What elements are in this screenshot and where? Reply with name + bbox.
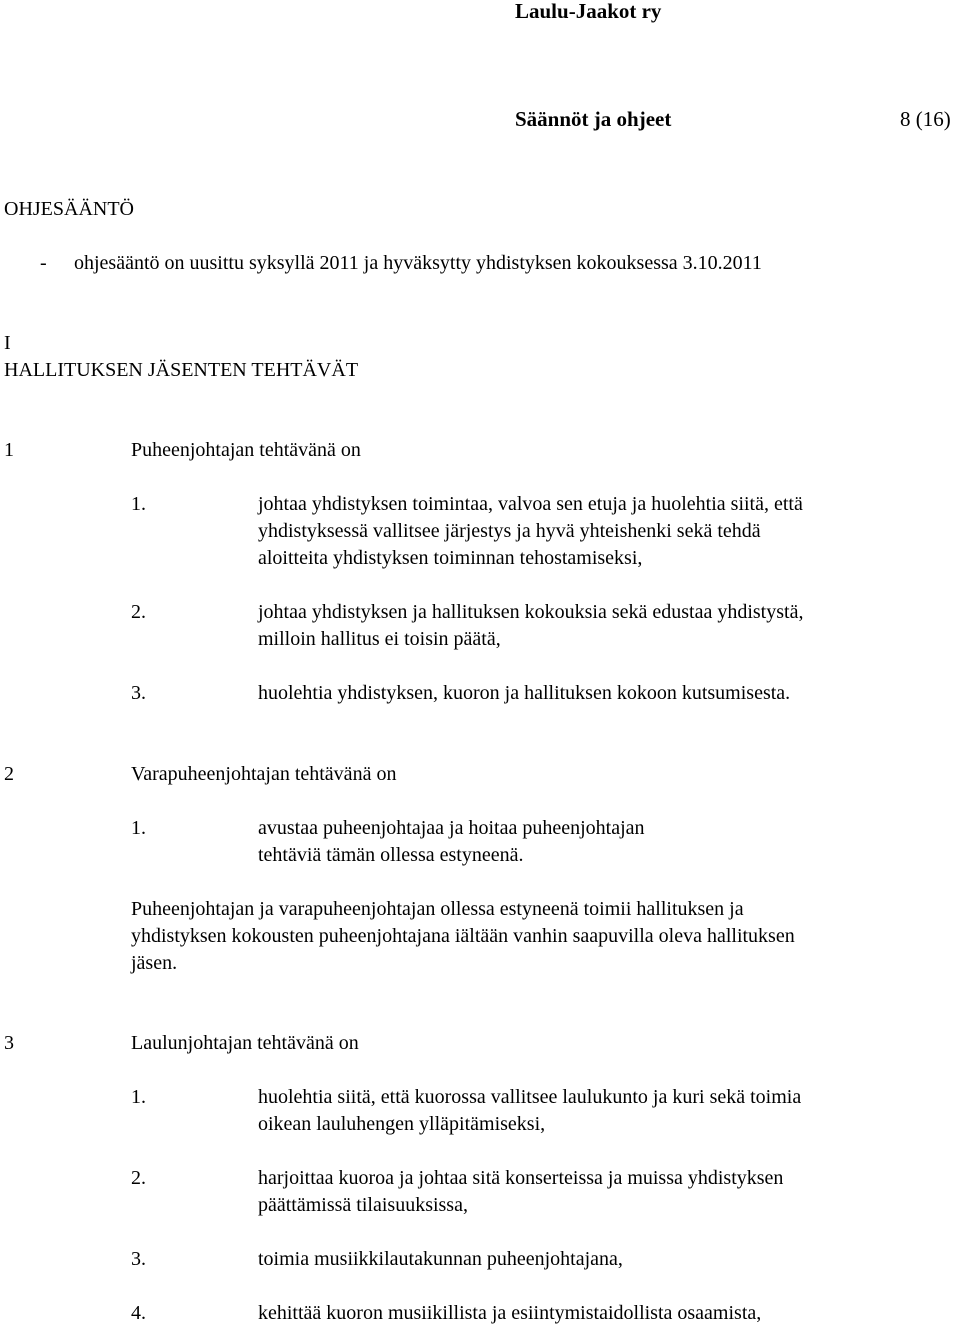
section-paragraph: yhdistyksen kokousten puheenjohtajana iältään vanhin saapuvilla oleva hallituksen xyxy=(131,925,795,947)
list-item-number: 3. xyxy=(131,682,146,704)
list-item-text: huolehtia yhdistyksen, kuoron ja hallituksen kokoon kutsumisesta. xyxy=(258,682,791,704)
list-item-text: toimia musiikkilautakunnan puheenjohtajana, xyxy=(258,1248,623,1270)
list-item-number: 1. xyxy=(131,817,146,839)
page-number: 8 (16) xyxy=(900,107,951,131)
note-text: ohjesääntö on uusittu syksyllä 2011 ja hyväksytty yhdistyksen kokouksessa 3.10.2011 xyxy=(74,252,762,274)
list-item-text: yhdistyksessä vallitsee järjestys ja hyvä yhteishenki sekä tehdä xyxy=(258,520,761,542)
list-item-number: 4. xyxy=(131,1302,146,1324)
document-title: Säännöt ja ohjeet xyxy=(515,107,672,131)
list-item-text: johtaa yhdistyksen ja hallituksen kokouksia sekä edustaa yhdistystä, xyxy=(258,601,804,623)
section-title: Puheenjohtajan tehtävänä on xyxy=(131,439,361,461)
list-item-number: 3. xyxy=(131,1248,146,1270)
list-item-text: oikean lauluhengen ylläpitämiseksi, xyxy=(258,1113,546,1135)
section-paragraph: Puheenjohtajan ja varapuheenjohtajan ollessa estyneenä toimii hallituksen ja xyxy=(131,898,744,920)
chapter-numeral: I xyxy=(4,332,11,354)
section-title: Laulunjohtajan tehtävänä on xyxy=(131,1032,359,1054)
section-number: 3 xyxy=(4,1032,14,1054)
note-bullet: - xyxy=(40,252,47,274)
list-item-text: avustaa puheenjohtajaa ja hoitaa puheenjohtajan xyxy=(258,817,645,839)
list-item-text: milloin hallitus ei toisin päätä, xyxy=(258,628,501,650)
list-item-text: aloitteita yhdistyksen toiminnan tehostamiseksi, xyxy=(258,547,643,569)
section-number: 2 xyxy=(4,763,14,785)
section-paragraph: jäsen. xyxy=(131,952,178,974)
rules-heading: OHJESÄÄNTÖ xyxy=(4,198,134,220)
section-title: Varapuheenjohtajan tehtävänä on xyxy=(131,763,397,785)
list-item-text: johtaa yhdistyksen toimintaa, valvoa sen etuja ja huolehtia siitä, että xyxy=(258,493,803,515)
list-item-number: 2. xyxy=(131,1167,146,1189)
list-item-text: tehtäviä tämän ollessa estyneenä. xyxy=(258,844,524,866)
organization-name: Laulu-Jaakot ry xyxy=(515,0,662,23)
list-item-text: harjoittaa kuoroa ja johtaa sitä konserteissa ja muissa yhdistyksen xyxy=(258,1167,784,1189)
list-item-text: huolehtia siitä, että kuorossa vallitsee laulukunto ja kuri sekä toimia xyxy=(258,1086,802,1108)
chapter-title: HALLITUKSEN JÄSENTEN TEHTÄVÄT xyxy=(4,359,359,381)
section-number: 1 xyxy=(4,439,14,461)
list-item-text: päättämissä tilaisuuksissa, xyxy=(258,1194,468,1216)
list-item-number: 2. xyxy=(131,601,146,623)
list-item-number: 1. xyxy=(131,1086,146,1108)
list-item-text: kehittää kuoron musiikillista ja esiintymistaidollista osaamista, xyxy=(258,1302,762,1324)
list-item-number: 1. xyxy=(131,493,146,515)
